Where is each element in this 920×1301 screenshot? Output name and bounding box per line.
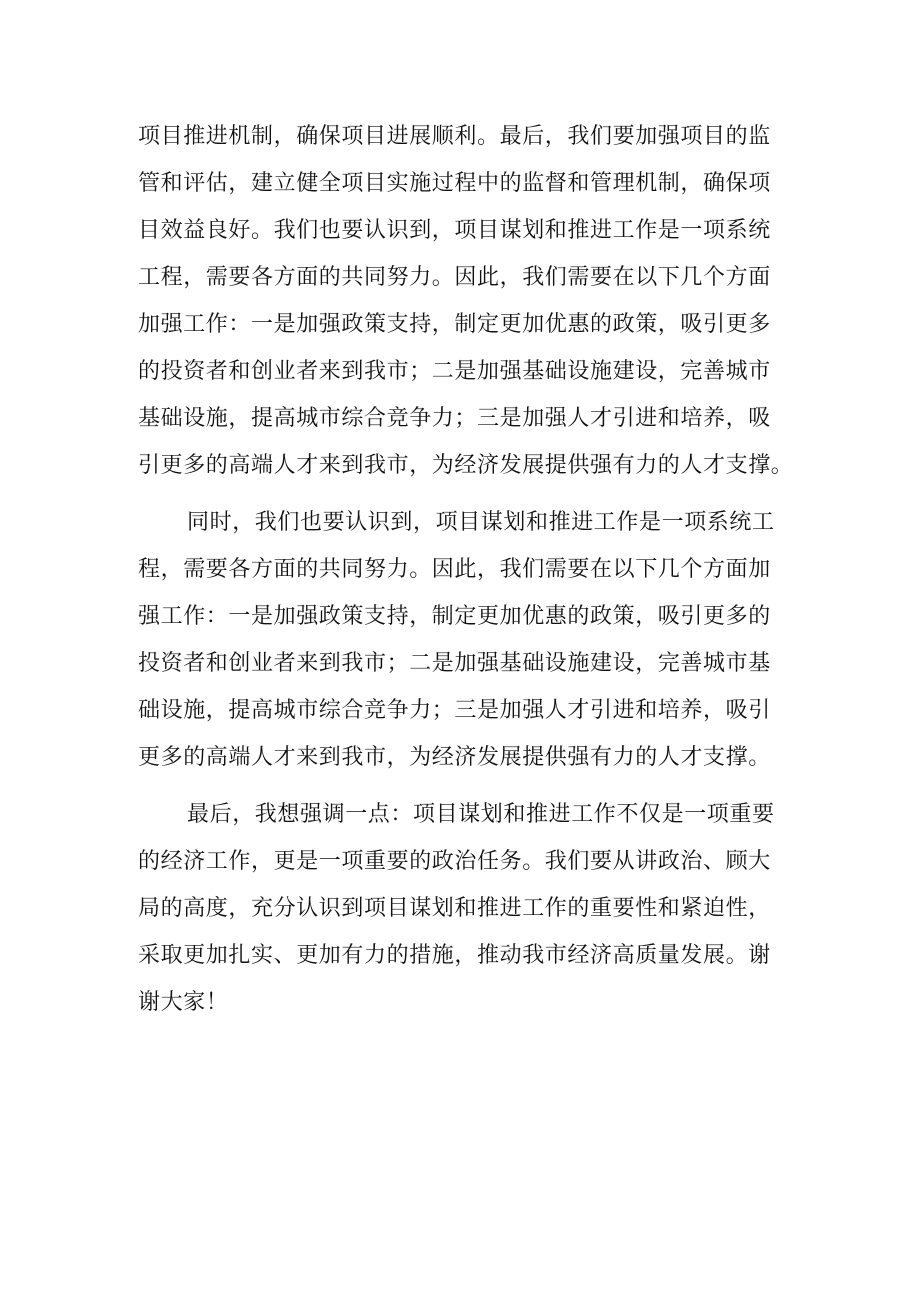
paragraph-line: 强工作：一是加强政策支持，制定更加优惠的政策，吸引更多的 bbox=[138, 604, 771, 629]
paragraph-line: 投资者和创业者来到我市；二是加强基础设施建设，完善城市基 bbox=[138, 651, 771, 676]
paragraph-line: 谢大家！ bbox=[138, 990, 229, 1015]
paragraph-line: 加强工作：一是加强政策支持，制定更加优惠的政策，吸引更多 bbox=[138, 312, 771, 337]
paragraph-line: 项目推进机制，确保项目进展顺利。最后，我们要加强项目的监 bbox=[138, 124, 771, 149]
paragraph-line: 的经济工作，更是一项重要的政治任务。我们要从讲政治、顾大 bbox=[138, 849, 771, 874]
paragraph-line: 管和评估，建立健全项目实施过程中的监督和管理机制，确保项 bbox=[138, 171, 771, 196]
paragraph-line: 引更多的高端人才来到我市，为经济发展提供强有力的人才支撑。 bbox=[138, 453, 794, 478]
paragraph-line: 局的高度，充分认识到项目谋划和推进工作的重要性和紧迫性， bbox=[138, 896, 771, 921]
paragraph-line: 础设施，提高城市综合竞争力；三是加强人才引进和培养，吸引 bbox=[138, 698, 771, 723]
paragraph-line: 基础设施，提高城市综合竞争力；三是加强人才引进和培养，吸 bbox=[138, 406, 771, 431]
paragraph-line: 工程，需要各方面的共同努力。因此，我们需要在以下几个方面 bbox=[138, 265, 771, 290]
paragraph-line: 程，需要各方面的共同努力。因此，我们需要在以下几个方面加 bbox=[138, 557, 771, 582]
paragraph-line: 的投资者和创业者来到我市；二是加强基础设施建设，完善城市 bbox=[138, 359, 771, 384]
paragraph-line: 目效益良好。我们也要认识到，项目谋划和推进工作是一项系统 bbox=[138, 218, 771, 243]
paragraph-line: 采取更加扎实、更加有力的措施，推动我市经济高质量发展。谢 bbox=[138, 943, 771, 968]
paragraph-line: 最后，我想强调一点：项目谋划和推进工作不仅是一项重要 bbox=[187, 802, 775, 827]
paragraph-line: 同时，我们也要认识到，项目谋划和推进工作是一项系统工 bbox=[187, 510, 775, 535]
paragraph-line: 更多的高端人才来到我市，为经济发展提供强有力的人才支撑。 bbox=[138, 745, 771, 770]
